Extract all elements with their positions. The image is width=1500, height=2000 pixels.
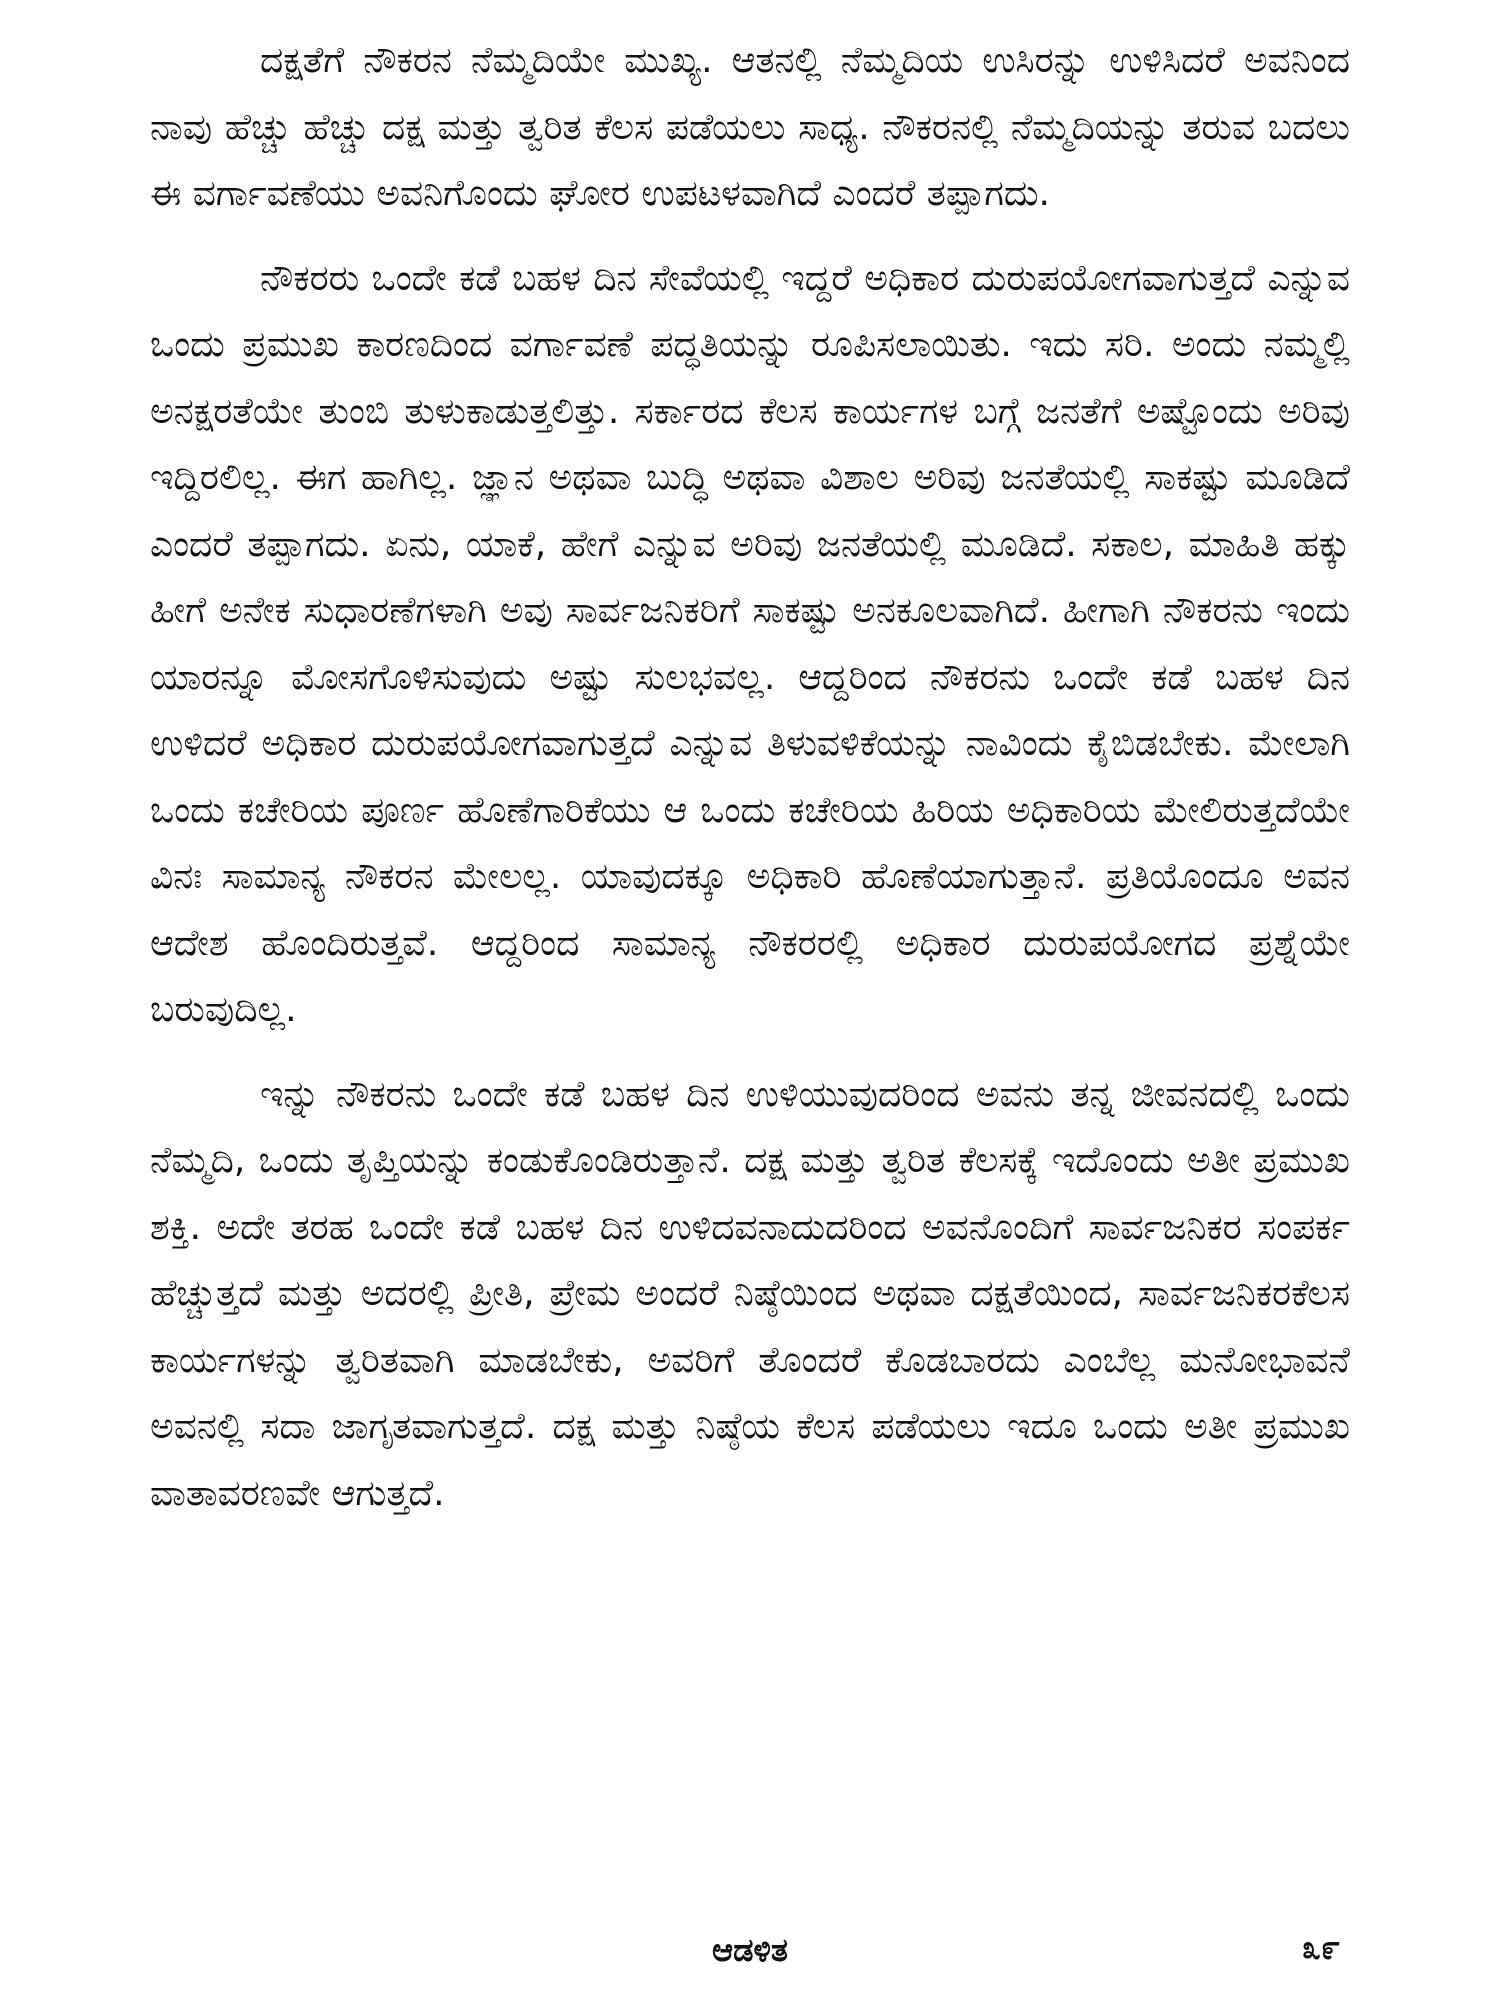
paragraph-2: ನೌಕರರು ಒಂದೇ ಕಡೆ ಬಹಳ ದಿನ ಸೇವೆಯಲ್ಲಿ ಇದ್ದರೆ ಅಧಿಕಾರ ದುರುಪಯೋಗವಾಗುತ್ತದೆ ಎನ್ನುವ ಒಂದು ಪ್ರಮುಖ ಕಾರಣದಿಂದ ವರ್ಗಾವಣೆ ಪದ್ಧತಿಯನ್ನು ರೂಪಿಸಲಾಯಿತು. ಇದು ಸರಿ. ಅಂದು ನಮ್ಮಲ್ಲಿ ಅನಕ್ಷರತೆಯೇ ತುಂಬಿ ತುಳುಕಾಡುತ್ತಲಿತ್ತು. ಸರ್ಕಾರದ ಕೆಲಸ ಕಾರ್ಯಗಳ ಬಗ್ಗೆ ಜನತೆಗೆ ಅಷ್ಟೊಂದು ಅರಿವು ಇದ್ದಿರಲಿಲ್ಲ. ಈಗ ಹಾಗಿಲ್ಲ. ಜ್ಞಾನ ಅಥವಾ ಬುದ್ಧಿ ಅಥವಾ ವಿಶಾಲ ಅರಿವು ಜನತೆಯಲ್ಲಿ ಸಾಕಷ್ಟು ಮೂಡಿದೆ ಎಂದರೆ ತಪ್ಪಾಗದು. ಏನು, ಯಾಕೆ, ಹೇಗೆ ಎನ್ನುವ ಅರಿವು ಜನತೆಯಲ್ಲಿ ಮೂಡಿದೆ. ಸಕಾಲ, ಮಾಹಿತಿ ಹಕ್ಕು ಹೀಗೆ ಅನೇಕ ಸುಧಾರಣೆಗಳಾಗಿ ಅವು ಸಾರ್ವಜನಿಕರಿಗೆ ಸಾಕಷ್ಟು ಅನಕೂಲವಾಗಿದೆ. ಹೀಗಾಗಿ ನೌಕರನು ಇಂದು ಯಾರನ್ನೂ ಮೋಸಗೊಳಿಸುವುದು ಅಷ್ಟು ಸುಲಭವಲ್ಲ. ಆದ್ದರಿಂದ ನೌಕರನು ಒಂದೇ ಕಡೆ ಬಹಳ ದಿನ ಉಳಿದರೆ ಅಧಿಕಾರ ದುರುಪಯೋಗವಾಗುತ್ತದೆ ಎನ್ನುವ ತಿಳುವಳಿಕೆಯನ್ನು ನಾವಿಂದು ಕೈಬಿಡಬೇಕು. ಮೇಲಾಗಿ ಒಂದು ಕಚೇರಿಯ ಪೂರ್ಣ ಹೊಣೆಗಾರಿಕೆಯು ಆ ಒಂದು ಕಚೇರಿಯ ಹಿರಿಯ ಅಧಿಕಾರಿಯ ಮೇಲಿರುತ್ತದೆಯೇ ವಿನಃ ಸಾಮಾನ್ಯ ನೌಕರನ ಮೇಲಲ್ಲ. ಯಾವುದಕ್ಕೂ ಅಧಿಕಾರಿ ಹೊಣೆಯಾಗುತ್ತಾನೆ. ಪ್ರತಿಯೊಂದೂ ಅವನ ಆದೇಶ ಹೊಂದಿರುತ್ತವೆ. ಆದ್ದರಿಂದ ಸಾಮಾನ್ಯ ನೌಕರರಲ್ಲಿ ಅಧಿಕಾರ ದುರುಪಯೋಗದ ಪ್ರಶ್ನೆಯೇ ಬರುವುದಿಲ್ಲ. bbox=[150, 257, 1350, 1030]
body-text bbox=[150, 28, 1350, 1527]
footer-title: ಆಡಳಿತ bbox=[712, 1931, 788, 1969]
page-number: ೩೯ bbox=[1301, 1928, 1340, 1968]
paragraph-1: ದಕ್ಷತೆಗೆ ನೌಕರನ ನೆಮ್ಮದಿಯೇ ಮುಖ್ಯ. ಆತನಲ್ಲಿ ನೆಮ್ಮದಿಯ ಉಸಿರನ್ನು ಉಳಿಸಿದರೆ ಅವನಿಂದ ನಾವು ಹೆಚ್ಚು ಹೆಚ್ಚು ದಕ್ಷ ಮತ್ತು ತ್ವರಿತ ಕೆಲಸ ಪಡೆಯಲು ಸಾಧ್ಯ. ನೌಕರನಲ್ಲಿ ನೆಮ್ಮದಿಯನ್ನು ತರುವ ಬದಲು ಈ ವರ್ಗಾವಣೆಯು ಅವನಿಗೊಂದು ಘೋರ ಉಪಟಳವಾಗಿದೆ ಎಂದರೆ ತಪ್ಪಾಗದು. bbox=[150, 40, 1350, 214]
paragraph-3: ಇನ್ನು ನೌಕರನು ಒಂದೇ ಕಡೆ ಬಹಳ ದಿನ ಉಳಿಯುವುದರಿಂದ ಅವನು ತನ್ನ ಜೀವನದಲ್ಲಿ ಒಂದು ನೆಮ್ಮದಿ, ಒಂದು ತೃಪ್ತಿಯನ್ನು ಕಂಡುಕೊಂಡಿರುತ್ತಾನೆ. ದಕ್ಷ ಮತ್ತು ತ್ವರಿತ ಕೆಲಸಕ್ಕೆ ಇದೊಂದು ಅತೀ ಪ್ರಮುಖ ಶಕ್ತಿ. ಅದೇ ತರಹ ಒಂದೇ ಕಡೆ ಬಹಳ ದಿನ ಉಳಿದವನಾದುದರಿಂದ ಅವನೊಂದಿಗೆ ಸಾರ್ವಜನಿಕರ ಸಂಪರ್ಕ ಹೆಚ್ಚುತ್ತದೆ ಮತ್ತು ಅದರಲ್ಲಿ ಪ್ರೀತಿ, ಪ್ರೇಮ ಅಂದರೆ ನಿಷ್ಠೆಯಿಂದ ಅಥವಾ ದಕ್ಷತೆಯಿಂದ, ಸಾರ್ವಜನಿಕರಕೆಲಸ ಕಾರ್ಯಗಳನ್ನು ತ್ವರಿತವಾಗಿ ಮಾಡಬೇಕು, ಅವರಿಗೆ ತೊಂದರೆ ಕೊಡಬಾರದು ಎಂಬೆಲ್ಲ ಮನೋಭಾವನೆ ಅವನಲ್ಲಿ ಸದಾ ಜಾಗೃತವಾಗುತ್ತದೆ. ದಕ್ಷ ಮತ್ತು ನಿಷ್ಠೆಯ ಕೆಲಸ ಪಡೆಯಲು ಇದೂ ಒಂದು ಅತೀ ಪ್ರಮುಖ ವಾತಾವರಣವೇ ಆಗುತ್ತದೆ. bbox=[150, 1073, 1350, 1514]
